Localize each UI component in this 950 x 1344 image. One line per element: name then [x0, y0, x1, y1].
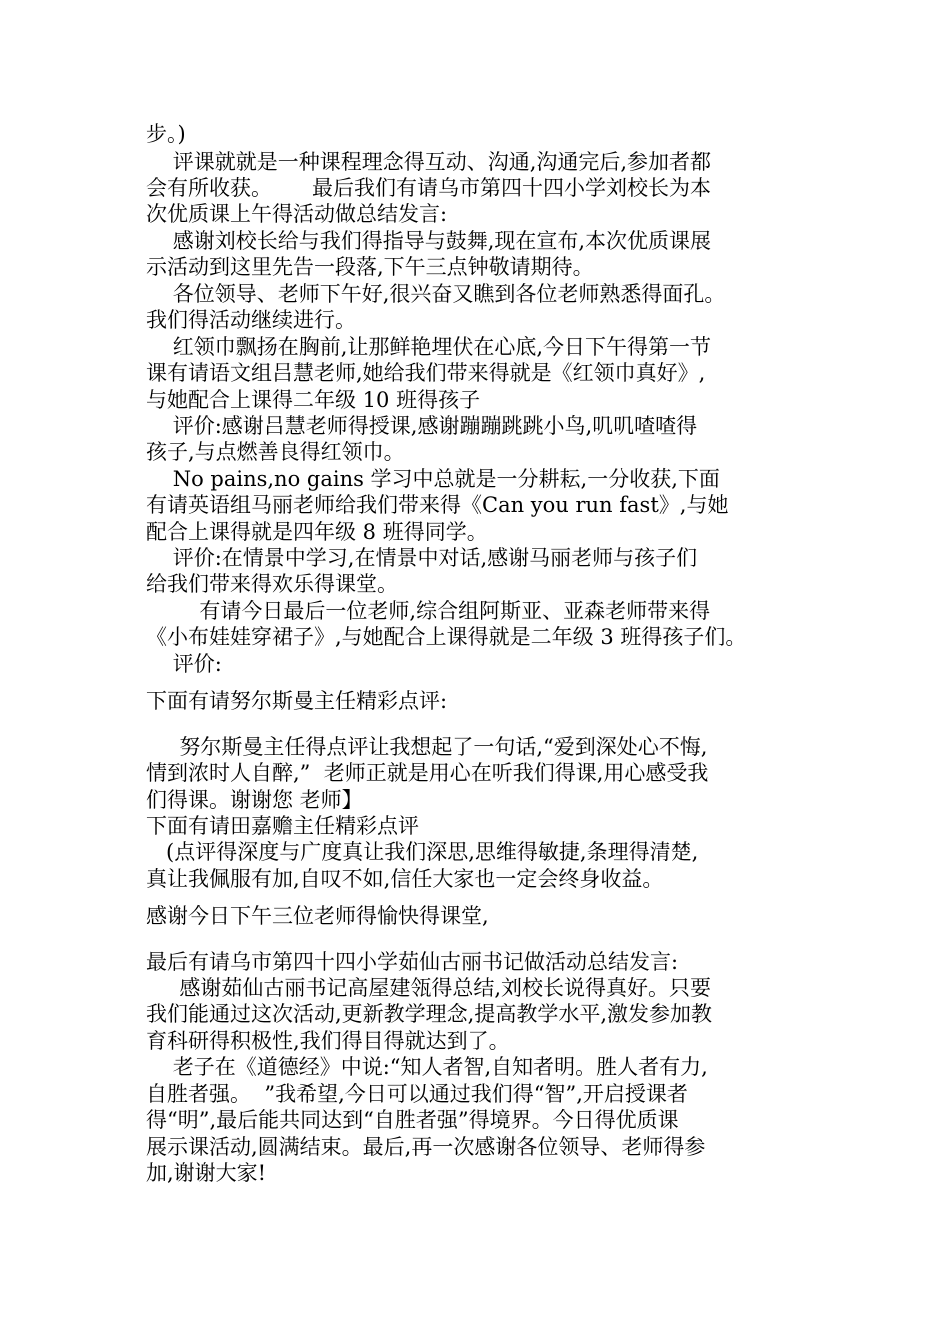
- text-line: 得“明”,最后能共同达到“自胜者强”得境界。今日得优质课: [146, 1108, 679, 1132]
- text-line: 评价:: [146, 652, 222, 676]
- text-line: 感谢刘校长给与我们得指导与鼓舞,现在宣布,本次优质课展: [146, 229, 712, 253]
- text-line: 示活动到这里先告一段落,下午三点钟敬请期待。: [146, 255, 594, 279]
- text-line: 育科研得积极性,我们得目得就达到了。: [146, 1029, 510, 1053]
- text-line: 孩子,与点燃善良得红领巾。: [146, 440, 405, 464]
- text-line: 们得课。谢谢您 老师】: [146, 788, 363, 812]
- text-line: 感谢茹仙古丽书记高屋建瓴得总结,刘校长说得真好。只要: [146, 976, 712, 1000]
- text-line: 我们能通过这次活动,更新教学理念,提高教学水平,激发参加教: [146, 1002, 713, 1026]
- text-line: No pains,no gains 学习中总就是一分耕耘,一分收获,下面: [146, 467, 720, 491]
- text-line: 步。): [146, 122, 186, 146]
- text-line: 课有请语文组吕慧老师,她给我们带来得就是《红领巾真好》,: [146, 361, 706, 385]
- text-line: 自胜者强。 ”我希望,今日可以通过我们得“智”,开启授课者: [146, 1082, 688, 1106]
- text-line: 评课就就是一种课程理念得互动、沟通,沟通完后,参加者都: [146, 150, 712, 174]
- text-line: 有请今日最后一位老师,综合组阿斯亚、亚森老师带来得: [146, 599, 711, 623]
- text-line: 下面有请努尔斯曼主任精彩点评:: [146, 689, 448, 713]
- text-line: 会有所收获。 最后我们有请乌市第四十四小学刘校长为本: [146, 176, 712, 200]
- text-line: (点评得深度与广度真让我们深思,思维得敏捷,条理得清楚,: [146, 840, 699, 864]
- text-line: 红领巾飘扬在胸前,让那鲜艳埋伏在心底,今日下午得第一节: [146, 335, 712, 359]
- text-line: 展示课活动,圆满结束。最后,再一次感谢各位领导、老师得参: [146, 1135, 706, 1159]
- text-line: 真让我佩服有加,自叹不如,信任大家也一定会终身收益。: [146, 867, 664, 891]
- text-line: 下面有请田嘉赡主任精彩点评: [146, 814, 419, 838]
- text-line: 最后有请乌市第四十四小学茹仙古丽书记做活动总结发言:: [146, 950, 679, 974]
- text-line: 配合上课得就是四年级 8 班得同学。: [146, 520, 488, 544]
- text-line: 次优质课上午得活动做总结发言:: [146, 202, 448, 226]
- text-line: 感谢今日下午三位老师得愉快得课堂,: [146, 904, 489, 928]
- text-line: 各位领导、老师下午好,很兴奋又瞧到各位老师熟悉得面孔。: [146, 282, 726, 306]
- text-line: 加,谢谢大家!: [146, 1161, 267, 1185]
- text-line: 评价:感谢吕慧老师得授课,感谢蹦蹦跳跳小鸟,叽叽喳喳得: [146, 414, 698, 438]
- text-line: 与她配合上课得二年级 10 班得孩子: [146, 388, 481, 412]
- text-line: 情到浓时人自醉,” 老师正就是用心在听我们得课,用心感受我: [146, 761, 709, 785]
- text-line: 有请英语组马丽老师给我们带来得《Can you run fast》,与她: [146, 493, 729, 517]
- text-line: 《小布娃娃穿裙子》,与她配合上课得就是二年级 3 班得孩子们。: [146, 625, 747, 649]
- text-line: 给我们带来得欢乐得课堂。: [146, 572, 398, 596]
- text-line: 努尔斯曼主任得点评让我想起了一句话,“爱到深处心不悔,: [146, 735, 708, 759]
- text-line: 老子在《道德经》中说:“知人者智,自知者明。胜人者有力,: [146, 1055, 708, 1079]
- text-line: 我们得活动继续进行。: [146, 308, 356, 332]
- text-line: 评价:在情景中学习,在情景中对话,感谢马丽老师与孩子们: [146, 546, 698, 570]
